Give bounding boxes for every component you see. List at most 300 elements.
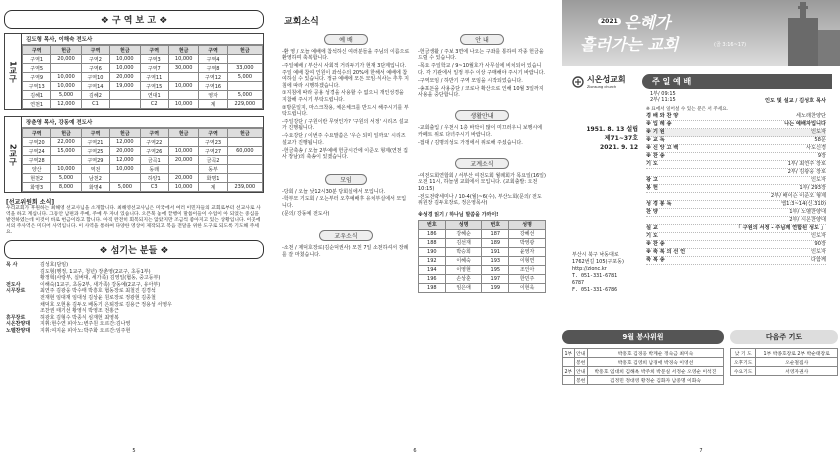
table-cell: 이영현 bbox=[445, 265, 482, 274]
table-cell: 186 bbox=[419, 229, 446, 238]
table-row bbox=[23, 91, 263, 100]
news-item: -여전도회연합회 / 서부산 여전도회 월례회가 목요일(16일) 오전 11시, 하늘샘 교회에서 모입니다. (교회출발: 오전10:15) bbox=[418, 173, 546, 192]
table-cell: 현천2 bbox=[23, 174, 51, 183]
table-cell: 화명3 bbox=[23, 183, 51, 192]
order-value: 1부/ 293장 bbox=[799, 184, 826, 191]
table-row bbox=[23, 183, 263, 192]
table-cell bbox=[168, 73, 198, 82]
server-names: 이해숙(1교구, 초등2부, 새가족) 강동예(2교구, 유아부) bbox=[40, 281, 161, 288]
order-of-service bbox=[642, 113, 832, 265]
stand-note: ※ 표에서 일어설 수 있는 분은 서 주세요. bbox=[646, 106, 729, 112]
order-value: 2부/ 김광웅 장로 bbox=[787, 168, 826, 175]
table-cell: 구역26 bbox=[140, 147, 168, 156]
order-row bbox=[646, 193, 826, 201]
table-cell: 10,000 bbox=[168, 183, 198, 192]
table-cell: 박승희 bbox=[445, 247, 482, 256]
table-cell: 20,000 bbox=[110, 73, 140, 82]
table-cell: 계 bbox=[199, 100, 227, 109]
cover-banner bbox=[562, 0, 840, 66]
news-item: -교회출입 / 우천시 1층 바닥이 많이 미끄러우니 보행시에 카페트 위로 다녀주시기 바랍니다. bbox=[418, 125, 543, 138]
column-header: 구역 bbox=[23, 46, 51, 55]
order-value: 1부/ 노벨찬양대 bbox=[789, 208, 826, 215]
table-cell: 10,000 bbox=[51, 82, 81, 91]
order-value: 다함께 bbox=[810, 256, 826, 263]
notice-news bbox=[418, 49, 546, 98]
sunday-service-pill: 주 일 예 배 bbox=[642, 74, 832, 89]
table-cell: 10,000 bbox=[110, 64, 140, 73]
table-cell: 20,000 bbox=[110, 147, 140, 156]
table-cell: 2부 bbox=[563, 367, 575, 376]
column-header: 헌금 bbox=[51, 129, 81, 138]
table-cell: 양산 bbox=[23, 165, 51, 174]
table-cell: 190 bbox=[419, 247, 446, 256]
table-cell: 20,000 bbox=[51, 55, 81, 64]
table-cell: 19,000 bbox=[110, 82, 140, 91]
news-item: (문의/ 강동예 전도사) bbox=[282, 210, 330, 217]
table-cell: 구역27 bbox=[199, 147, 227, 156]
church-logo-icon bbox=[572, 76, 584, 88]
order-row bbox=[646, 145, 826, 153]
table-cell: 5,000 bbox=[51, 174, 81, 183]
bulletin-date: 2021. 9. 12 bbox=[600, 144, 638, 151]
table-cell: 구역28 bbox=[23, 156, 51, 165]
table-cell: 이현욱 bbox=[509, 283, 546, 292]
table-cell: 구역13 bbox=[23, 82, 51, 91]
order-row bbox=[646, 217, 826, 225]
server-role bbox=[6, 302, 40, 309]
table-cell: 오순철집사 bbox=[756, 358, 838, 367]
table-cell: 60,000 bbox=[227, 147, 262, 156]
news-item: -주일강단 / 구원이란 무엇인가? '구원의 서정' 시리즈 설교가 진행됩니다. bbox=[282, 119, 409, 132]
table-row bbox=[23, 100, 263, 109]
table-cell: 구역4 bbox=[199, 55, 227, 64]
table-cell: 198 bbox=[419, 283, 446, 292]
server-names: 황정혁(사랑부, 실버대, 세가족) 김영일(협동, 중고등부) bbox=[40, 275, 161, 282]
table-row bbox=[419, 256, 546, 265]
volunteers-pill: 9월 봉사위원 bbox=[562, 330, 724, 344]
district-table bbox=[22, 128, 263, 192]
server-names: 최연주 김광웅 박수태 박흥호 협동장로 최철진 김경석 bbox=[40, 288, 156, 295]
news-item: -접대 / 김명의성도 가정에서 위로해 주셨습니다. bbox=[418, 139, 523, 146]
server-names: 전재현 임대재 임대성 김상윤 원로장로 정광현 김종철 bbox=[40, 294, 156, 301]
cover-page bbox=[562, 0, 840, 456]
column-header: 구역 bbox=[81, 46, 109, 55]
news-item: -주일예배 / 부산시 사회적 거리두기가 현재 3단계입니다. 주일 예배 참여 인원이 좌석수의 20%에 한해서 예배에 참여하실 수 있습니다. 정규 예배에 모든 모임·식사는 추후 지침에 따라 시행하겠습니다. bbox=[282, 63, 409, 89]
order-row bbox=[646, 241, 826, 249]
table-row bbox=[23, 156, 263, 165]
order-item: ※ 찬 송 bbox=[646, 152, 665, 159]
table-cell: 오후기도 bbox=[731, 358, 756, 367]
server-row bbox=[6, 262, 262, 269]
cover-title-2: 흘러가는 교회 bbox=[580, 35, 679, 54]
table-cell: 연천1 bbox=[23, 100, 51, 109]
order-value: 인도자 bbox=[810, 176, 826, 183]
table-cell: 구역1 bbox=[23, 55, 51, 64]
order-item: 성 경 봉 독 bbox=[646, 200, 672, 207]
table-row bbox=[419, 274, 546, 283]
worship-news bbox=[282, 49, 410, 161]
news-page bbox=[280, 0, 550, 456]
table-cell: 10,000 bbox=[110, 165, 140, 174]
table-cell bbox=[51, 64, 81, 73]
table-cell: 구역22 bbox=[140, 138, 168, 147]
table-header-row bbox=[23, 46, 263, 55]
church-address: 부산시 북구 낙동대로 1762번길 105(구포동) http://zionc.kr bbox=[572, 252, 624, 272]
table-cell: 조인아 bbox=[509, 265, 546, 274]
order-value: 9장 bbox=[817, 152, 826, 159]
order-item: 광 고 bbox=[646, 176, 658, 183]
server-row bbox=[6, 288, 262, 295]
table-cell bbox=[110, 91, 140, 100]
table-cell: 손상훈 bbox=[445, 274, 482, 283]
founded-date: 1951. 8. 13 설립 bbox=[586, 126, 638, 133]
server-role bbox=[6, 275, 40, 282]
prayer-row bbox=[731, 358, 838, 367]
volunteer-row bbox=[563, 367, 724, 376]
server-role: 노벨찬양대 bbox=[6, 327, 31, 334]
service-times: 1부/ 09:15 2부/ 11:15 bbox=[650, 91, 676, 104]
table-cell bbox=[110, 174, 140, 183]
table-cell: 낮 기 도 bbox=[731, 349, 756, 358]
order-value: 사도신경 bbox=[805, 144, 826, 151]
issue-number: 제71~37호 bbox=[604, 135, 638, 142]
column-header: 구역 bbox=[81, 129, 109, 138]
order-value: 엡1:3~14(신.310) bbox=[781, 200, 826, 207]
table-cell: 화명4 bbox=[81, 183, 109, 192]
order-row bbox=[646, 185, 826, 193]
order-row bbox=[646, 161, 826, 169]
order-item: ※ 입 례 송 bbox=[646, 120, 672, 127]
order-row bbox=[646, 169, 826, 177]
table-cell: 189 bbox=[482, 238, 509, 247]
order-item: 기 도 bbox=[646, 160, 658, 167]
table-cell: 10,000 bbox=[168, 147, 198, 156]
notice-pill: 안 내 bbox=[460, 34, 504, 45]
column-header: 번호 bbox=[419, 220, 446, 229]
prayer-table bbox=[730, 348, 838, 376]
table-cell: 봉헌 bbox=[574, 376, 587, 385]
order-item: ※ 기 원 bbox=[646, 128, 665, 135]
table-cell: C3 bbox=[140, 183, 168, 192]
table-row bbox=[419, 247, 546, 256]
table-cell: 박흥호 임대희 김해옥 박주희 박문실 서정순 오영순 이석진 bbox=[587, 367, 723, 376]
table-cell: 동래 bbox=[140, 165, 168, 174]
column-header: 헌금 bbox=[168, 129, 198, 138]
order-value: 「 구원의 서정 - 주님께 연합된 성도 」 bbox=[735, 224, 826, 231]
table-cell: 12,000 bbox=[110, 156, 140, 165]
server-role: 휴무장로 bbox=[6, 314, 26, 321]
table-cell: 이형연 bbox=[509, 256, 546, 265]
table-cell: 10,000 bbox=[51, 165, 81, 174]
server-role: 목 사 bbox=[6, 262, 18, 268]
table-cell bbox=[563, 376, 575, 385]
church-news-pill: 교계소식 bbox=[455, 158, 508, 169]
district-head: 김도형 목사, 이해숙 전도사 bbox=[22, 34, 263, 45]
news-item: -소천 / 제덕호장로(김순덕권사) 모친 7일 소천하셔서 장례를 잘 마쳤습니다. bbox=[282, 245, 409, 258]
members-pill: 교우소식 bbox=[319, 230, 372, 241]
volunteers-table bbox=[562, 348, 724, 385]
server-names: 김성호(담임) bbox=[40, 262, 69, 268]
table-cell: 구역12 bbox=[199, 73, 227, 82]
table-cell: 10,000 bbox=[110, 55, 140, 64]
order-row bbox=[646, 129, 826, 137]
table-row bbox=[23, 147, 263, 156]
table-cell: 연대1 bbox=[140, 91, 168, 100]
prayer-row bbox=[731, 349, 838, 358]
table-cell: 구역8 bbox=[199, 64, 227, 73]
page-number: 5 bbox=[132, 448, 136, 454]
table-cell: 193 bbox=[482, 256, 509, 265]
church-logo: 시온성교회 Zionsung church bbox=[572, 74, 642, 89]
table-cell: 1부 bbox=[563, 349, 575, 358]
order-value: 1부/ 최연주 장로 bbox=[787, 160, 826, 167]
order-value: 나는 예배자입니다 bbox=[784, 120, 826, 127]
table-row bbox=[23, 174, 263, 183]
order-value: 2부/ 시온찬양대 bbox=[789, 216, 826, 223]
server-names: 지휘:현수연 피아노:변주원 오르간:김나영 bbox=[40, 321, 131, 328]
table-cell: 금곡1 bbox=[140, 156, 168, 165]
volunteer-row bbox=[563, 349, 724, 358]
order-row bbox=[646, 177, 826, 185]
table-cell: 화명1 bbox=[199, 174, 227, 183]
column-header: 구역 bbox=[199, 46, 227, 55]
district-table bbox=[22, 45, 263, 109]
bible-table bbox=[418, 220, 546, 293]
order-value: 2부/ 배이슨 이준오 형제 bbox=[770, 192, 826, 199]
table-cell: 임은애 bbox=[445, 283, 482, 292]
server-names: 허광호 김형수 박종식 심재헌 최영복 bbox=[40, 314, 119, 321]
table-row bbox=[23, 138, 263, 147]
page-number: 6 bbox=[413, 448, 417, 454]
order-row bbox=[646, 225, 826, 233]
table-cell: 역전 bbox=[81, 165, 109, 174]
table-cell: 구역24 bbox=[23, 147, 51, 156]
table-cell: 22,000 bbox=[51, 138, 81, 147]
order-item: 기 도 bbox=[646, 232, 658, 239]
column-header: 헌금 bbox=[227, 129, 262, 138]
members-news bbox=[282, 245, 410, 258]
worship-pill: 예 배 bbox=[324, 34, 368, 45]
news-item: ①지침에 따라 공용 성경을 사용할 수 없으니 개인성경을 지참해 주시기 부탁드립니다. bbox=[282, 90, 404, 103]
server-names: 지휘:여지윤 피아노:박주화 오르간:임주현 bbox=[40, 327, 131, 334]
table-cell: 구역2 bbox=[81, 55, 109, 64]
server-role: 시무장로 bbox=[6, 288, 26, 295]
table-cell: 윤영자 bbox=[509, 247, 546, 256]
table-cell: 구역7 bbox=[140, 64, 168, 73]
order-row bbox=[646, 201, 826, 209]
table-cell: 구역16 bbox=[199, 82, 227, 91]
server-role: 전도사 bbox=[6, 281, 21, 288]
server-names: 조찬권 태기선 황영식 박영조 전홍근 bbox=[40, 308, 119, 315]
table-row bbox=[419, 229, 546, 238]
table-cell: 김선재 bbox=[445, 238, 482, 247]
district-head: 장춘영 목사, 강동예 전도사 bbox=[22, 117, 263, 128]
volunteer-row bbox=[563, 358, 724, 367]
table-header-row bbox=[23, 129, 263, 138]
table-cell: 한민주 bbox=[509, 274, 546, 283]
meeting-news bbox=[282, 189, 410, 218]
table-row bbox=[23, 165, 263, 174]
table-row bbox=[23, 82, 263, 91]
meeting-pill: 모임 bbox=[325, 174, 367, 185]
table-cell: 김혜1 bbox=[23, 91, 51, 100]
table-cell bbox=[563, 358, 575, 367]
column-header: 성명 bbox=[445, 220, 482, 229]
prayer-row bbox=[731, 367, 838, 376]
column-header: 헌금 bbox=[51, 46, 81, 55]
order-value: 90장 bbox=[814, 240, 826, 247]
order-value: 세노래찬양단 bbox=[795, 112, 826, 119]
table-cell: 봉헌 bbox=[574, 358, 587, 367]
table-cell: 187 bbox=[482, 229, 509, 238]
table-row bbox=[419, 283, 546, 292]
table-cell: 20,000 bbox=[168, 174, 198, 183]
table-cell: 12,000 bbox=[110, 138, 140, 147]
news-item: -헌금생활 / 주보 3면에 나오는 구좌를 통하여 각종 헌금을 드릴 수 있습니다. bbox=[418, 49, 544, 62]
table-row bbox=[23, 64, 263, 73]
district-label: 1교구 bbox=[8, 60, 18, 83]
column-header: 구역 bbox=[199, 129, 227, 138]
table-row bbox=[23, 55, 263, 64]
table-cell: 구역25 bbox=[81, 147, 109, 156]
table-cell: 남천2 bbox=[81, 174, 109, 183]
table-cell bbox=[227, 156, 262, 165]
order-value: 58문 bbox=[814, 136, 826, 143]
table-cell: 이혜숙 bbox=[445, 256, 482, 265]
column-header: 번호 bbox=[482, 220, 509, 229]
table-cell: 김정민 정대영 황정순 김화자 남중명 이화숙 bbox=[587, 376, 723, 385]
table-cell: 구역9 bbox=[23, 73, 51, 82]
order-row bbox=[646, 257, 826, 265]
table-cell: 197 bbox=[482, 274, 509, 283]
table-row bbox=[419, 265, 546, 274]
table-cell: C2 bbox=[140, 100, 168, 109]
district-group-1 bbox=[4, 33, 264, 110]
table-cell: 10,000 bbox=[168, 55, 198, 64]
server-row bbox=[6, 328, 262, 335]
table-cell bbox=[227, 174, 262, 183]
table-cell: 박영광 bbox=[509, 238, 546, 247]
table-cell: 구역14 bbox=[81, 82, 109, 91]
server-role bbox=[6, 295, 40, 302]
table-cell: 191 bbox=[482, 247, 509, 256]
table-cell: 5,000 bbox=[110, 183, 140, 192]
table-cell: 12,000 bbox=[51, 100, 81, 109]
table-cell: 10,000 bbox=[168, 82, 198, 91]
news-title: 교회소식 bbox=[284, 17, 319, 27]
order-item: 설 교 bbox=[646, 224, 658, 231]
cover-ref: (골 3:16~17) bbox=[714, 42, 747, 48]
service-leader: 인도 및 설교 / 김성호 목사 bbox=[764, 97, 826, 104]
table-cell: 10,000 bbox=[168, 100, 198, 109]
table-cell: 1부 박종호장로 2부 박순태장로 bbox=[756, 349, 838, 358]
order-row bbox=[646, 233, 826, 241]
table-cell: 196 bbox=[419, 274, 446, 283]
table-row bbox=[23, 73, 263, 82]
table-cell: 안내 bbox=[574, 349, 587, 358]
order-item: 경 배 와 찬 양 bbox=[646, 112, 679, 119]
order-item: ※ 찬 송 bbox=[646, 240, 665, 247]
server-role bbox=[6, 269, 40, 276]
table-cell: 구역29 bbox=[81, 156, 109, 165]
server-row bbox=[6, 275, 262, 282]
cover-title-1: 은혜가 bbox=[624, 13, 671, 32]
table-cell: 5,000 bbox=[51, 91, 81, 100]
table-cell: 영자 bbox=[199, 91, 227, 100]
table-cell: C1 bbox=[81, 100, 109, 109]
server-row bbox=[6, 295, 262, 302]
news-item: -송포돈을 사용중단 / 코로나 확산으로 인해 10월 3일까지 사용을 중단합니다. bbox=[418, 85, 544, 98]
order-item: 찬 양 bbox=[646, 208, 658, 215]
table-cell: 199 bbox=[482, 283, 509, 292]
order-row bbox=[646, 113, 826, 121]
table-cell: 194 bbox=[419, 265, 446, 274]
table-cell: 5,000 bbox=[227, 73, 262, 82]
order-item: 축 복 송 bbox=[646, 256, 665, 263]
life-news bbox=[418, 125, 546, 146]
table-cell: 금곡2 bbox=[199, 156, 227, 165]
order-value: 인도자 bbox=[810, 128, 826, 135]
news-item: -전도전략세미나 / 10-4(월)~6(수), 부산노회(문의/ 전도위원장 김두호장로, 정은영목사) bbox=[418, 193, 542, 207]
table-cell: 30,000 bbox=[168, 64, 198, 73]
column-header: 구역 bbox=[140, 129, 168, 138]
prayer-pill: 다음주 기도 bbox=[730, 330, 838, 344]
table-cell: 동부 bbox=[199, 165, 227, 174]
table-cell: 15,000 bbox=[51, 147, 81, 156]
table-cell: 구역15 bbox=[140, 82, 168, 91]
table-cell bbox=[227, 165, 262, 174]
table-cell bbox=[110, 100, 140, 109]
column-header: 구역 bbox=[23, 129, 51, 138]
table-cell bbox=[227, 55, 262, 64]
table-header-row bbox=[419, 220, 546, 229]
table-cell: 5,000 bbox=[227, 91, 262, 100]
order-row bbox=[646, 121, 826, 129]
server-names: 김도형(행정, 1교구, 청년) 장춘영(2교구, 초등1부) bbox=[40, 268, 151, 275]
order-item: ※ 신 앙 고 백 bbox=[646, 144, 679, 151]
table-cell: 구역23 bbox=[199, 138, 227, 147]
district-label: 2교구 bbox=[8, 143, 18, 166]
news-item: -환 영 / 오늘 예배에 참석하신 여러분들을 주님의 이름으로 환영하며 축복합니다. bbox=[282, 49, 410, 62]
news-item: -헌금축송 / 오늘 2부예배 헌금시간에 이준오 형제(연천 집사 장남)의 축송이 있겠습니다. bbox=[282, 147, 409, 161]
column-header: 성명 bbox=[509, 220, 546, 229]
table-cell: 8,000 bbox=[51, 183, 81, 192]
news-item: -학부모 기도회 / 오는부터 오후예배후 유치부실에서 모입니다. bbox=[282, 196, 407, 209]
table-cell bbox=[168, 165, 198, 174]
district-group-2 bbox=[4, 116, 264, 193]
order-row bbox=[646, 209, 826, 217]
church-phone: T. 051-331-6781 6787 bbox=[572, 273, 618, 286]
page-number: 7 bbox=[699, 448, 703, 454]
order-row bbox=[646, 249, 826, 257]
news-item: -목요 주일학교 / 9~10월호가 사무실에 비치되어 있습니다. 각 기관에서 일정 부수 이상 구매해야 주시기 바랍니다. bbox=[418, 63, 545, 76]
table-cell: 구역21 bbox=[81, 138, 109, 147]
table-cell: 239,000 bbox=[227, 183, 262, 192]
table-cell bbox=[227, 138, 262, 147]
order-row bbox=[646, 153, 826, 161]
table-cell: 구역5 bbox=[23, 64, 51, 73]
server-row bbox=[6, 308, 262, 315]
column-header: 헌금 bbox=[168, 46, 198, 55]
table-cell: 수요기도 bbox=[731, 367, 756, 376]
table-row bbox=[419, 238, 546, 247]
order-value: 인도자 bbox=[810, 232, 826, 239]
order-item: ※ 교 독 bbox=[646, 136, 665, 143]
table-cell: 서영자권사 bbox=[756, 367, 838, 376]
table-cell: 구역20 bbox=[23, 138, 51, 147]
church-fax: F. 051-331-6786 bbox=[572, 287, 618, 293]
news-item: -당회 / 오늘 낮12시30분 당회실에서 모입니다. bbox=[282, 188, 386, 195]
